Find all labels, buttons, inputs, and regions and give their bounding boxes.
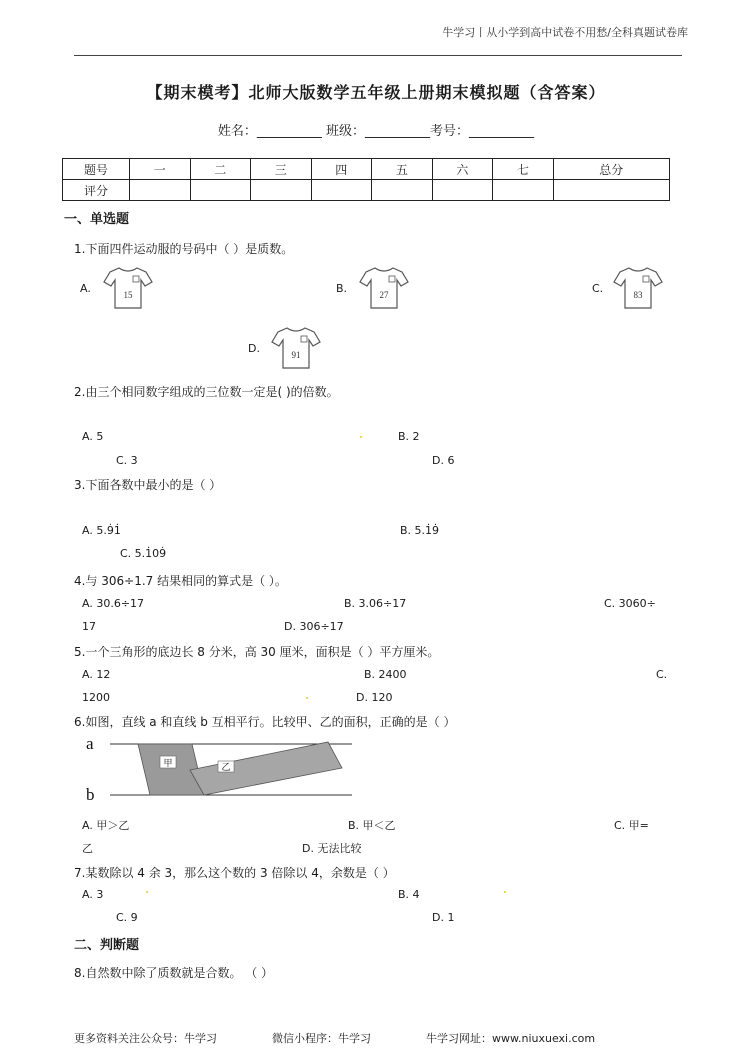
score-input-cell[interactable]: [493, 180, 554, 201]
score-input-cell[interactable]: [432, 180, 493, 201]
score-input-cell[interactable]: [553, 180, 669, 201]
option-label[interactable]: B. 5.1̇9̇: [400, 524, 440, 537]
score-table-header-row: [63, 159, 670, 180]
score-cell: 四: [311, 159, 372, 180]
speck: [504, 891, 506, 893]
score-cell: 一: [130, 159, 191, 180]
page-title: 【期末模考】北师大版数学五年级上册期末模拟题（含答案）: [146, 83, 606, 102]
speck: [306, 697, 308, 699]
tshirt-icon: [358, 264, 410, 312]
section-heading: 二、判断题: [74, 938, 140, 953]
question-stem: 8.自然数中除了质数就是合数。 （ ）: [74, 966, 274, 980]
speck: [360, 436, 362, 438]
score-cell: 题号: [63, 159, 130, 180]
option-label: 乙: [82, 842, 93, 855]
option-label[interactable]: A.: [80, 282, 91, 295]
header-divider: [74, 55, 682, 56]
tshirt-icon: [270, 324, 322, 372]
section-heading: 一、单选题: [64, 212, 130, 227]
option-label[interactable]: A. 12: [82, 668, 111, 681]
tshirt-icon: [102, 264, 154, 312]
option-label[interactable]: D. 6: [432, 454, 455, 467]
shape-label-jia: 甲: [163, 759, 173, 769]
score-input-cell[interactable]: [190, 180, 251, 201]
speck: [146, 891, 148, 893]
shirt-number: 91: [291, 350, 301, 360]
option-label[interactable]: A. 3: [82, 888, 104, 901]
score-cell: 五: [372, 159, 433, 180]
option-label: 1200: [82, 691, 110, 704]
footer-left: 更多资料关注公众号：牛学习: [74, 1032, 217, 1045]
option-label[interactable]: D. 120: [356, 691, 393, 704]
option-label: 17: [82, 620, 96, 633]
score-cell: 评分: [63, 180, 130, 201]
option-label[interactable]: C. 甲=: [614, 819, 649, 832]
score-cell: 三: [251, 159, 312, 180]
option-label[interactable]: A. 甲＞乙: [82, 819, 130, 832]
question-stem: 1.下面四件运动服的号码中（ ）是质数。: [74, 242, 294, 256]
question-stem: 5.一个三角形的底边长 8 分米，高 30 厘米，面积是（ ）平方厘米。: [74, 645, 440, 659]
option-label[interactable]: B. 4: [398, 888, 420, 901]
option-label[interactable]: C. 5.1̇09̇: [120, 547, 167, 560]
option-label[interactable]: B. 3.06÷17: [344, 597, 407, 610]
question-stem: 7.某数除以 4 余 3，那么这个数的 3 倍除以 4，余数是（ ）: [74, 866, 395, 880]
option-label[interactable]: B. 甲＜乙: [348, 819, 396, 832]
tshirt-icon: [612, 264, 664, 312]
option-label[interactable]: C. 3: [116, 454, 138, 467]
option-label[interactable]: C.: [656, 668, 668, 681]
option-label[interactable]: C. 3060÷: [604, 597, 656, 610]
parallel-lines-figure: [80, 734, 355, 802]
question-stem: 2.由三个相同数字组成的三位数一定是( )的倍数。: [74, 385, 339, 399]
footer-mid: 微信小程序：牛学习: [272, 1032, 371, 1045]
option-label[interactable]: A. 5.9̇1̇: [82, 524, 121, 537]
score-cell: 七: [493, 159, 554, 180]
question-stem: 6.如图，直线 a 和直线 b 互相平行。比较甲、乙的面积，正确的是（ ）: [74, 715, 456, 729]
score-input-cell[interactable]: [372, 180, 433, 201]
option-label[interactable]: A. 30.6÷17: [82, 597, 145, 610]
score-input-cell[interactable]: [311, 180, 372, 201]
shirt-number: 15: [123, 290, 133, 300]
score-cell: 二: [190, 159, 251, 180]
student-info: 姓名：__________ 班级：__________考号：__________: [217, 124, 535, 139]
score-input-cell[interactable]: [130, 180, 191, 201]
shape-label-yi: 乙: [221, 763, 231, 773]
line-label-a: a: [86, 734, 94, 753]
line-label-b: b: [86, 785, 95, 802]
score-cell: 六: [432, 159, 493, 180]
option-label[interactable]: C.: [592, 282, 604, 295]
footer-right[interactable]: 牛学习网址：www.niuxuexi.com: [426, 1032, 596, 1045]
shirt-number: 27: [379, 290, 389, 300]
header-note: 牛学习丨从小学到高中试卷不用愁/全科真题试卷库: [442, 26, 688, 39]
score-input-cell[interactable]: [251, 180, 312, 201]
score-table-score-row: [63, 180, 670, 201]
option-label[interactable]: B. 2: [398, 430, 420, 443]
option-label[interactable]: A. 5: [82, 430, 104, 443]
option-label[interactable]: D. 1: [432, 911, 455, 924]
option-label[interactable]: C. 9: [116, 911, 138, 924]
option-label[interactable]: D. 306÷17: [284, 620, 344, 633]
option-label[interactable]: D. 无法比较: [302, 842, 362, 855]
shirt-number: 83: [633, 290, 643, 300]
score-cell: 总分: [553, 159, 669, 180]
option-label[interactable]: B. 2400: [364, 668, 407, 681]
question-stem: 4.与 306÷1.7 结果相同的算式是（ ）。: [74, 574, 287, 588]
question-stem: 3.下面各数中最小的是（ ）: [74, 478, 222, 492]
option-label[interactable]: D.: [248, 342, 260, 355]
score-table: [62, 158, 670, 201]
option-label[interactable]: B.: [336, 282, 348, 295]
